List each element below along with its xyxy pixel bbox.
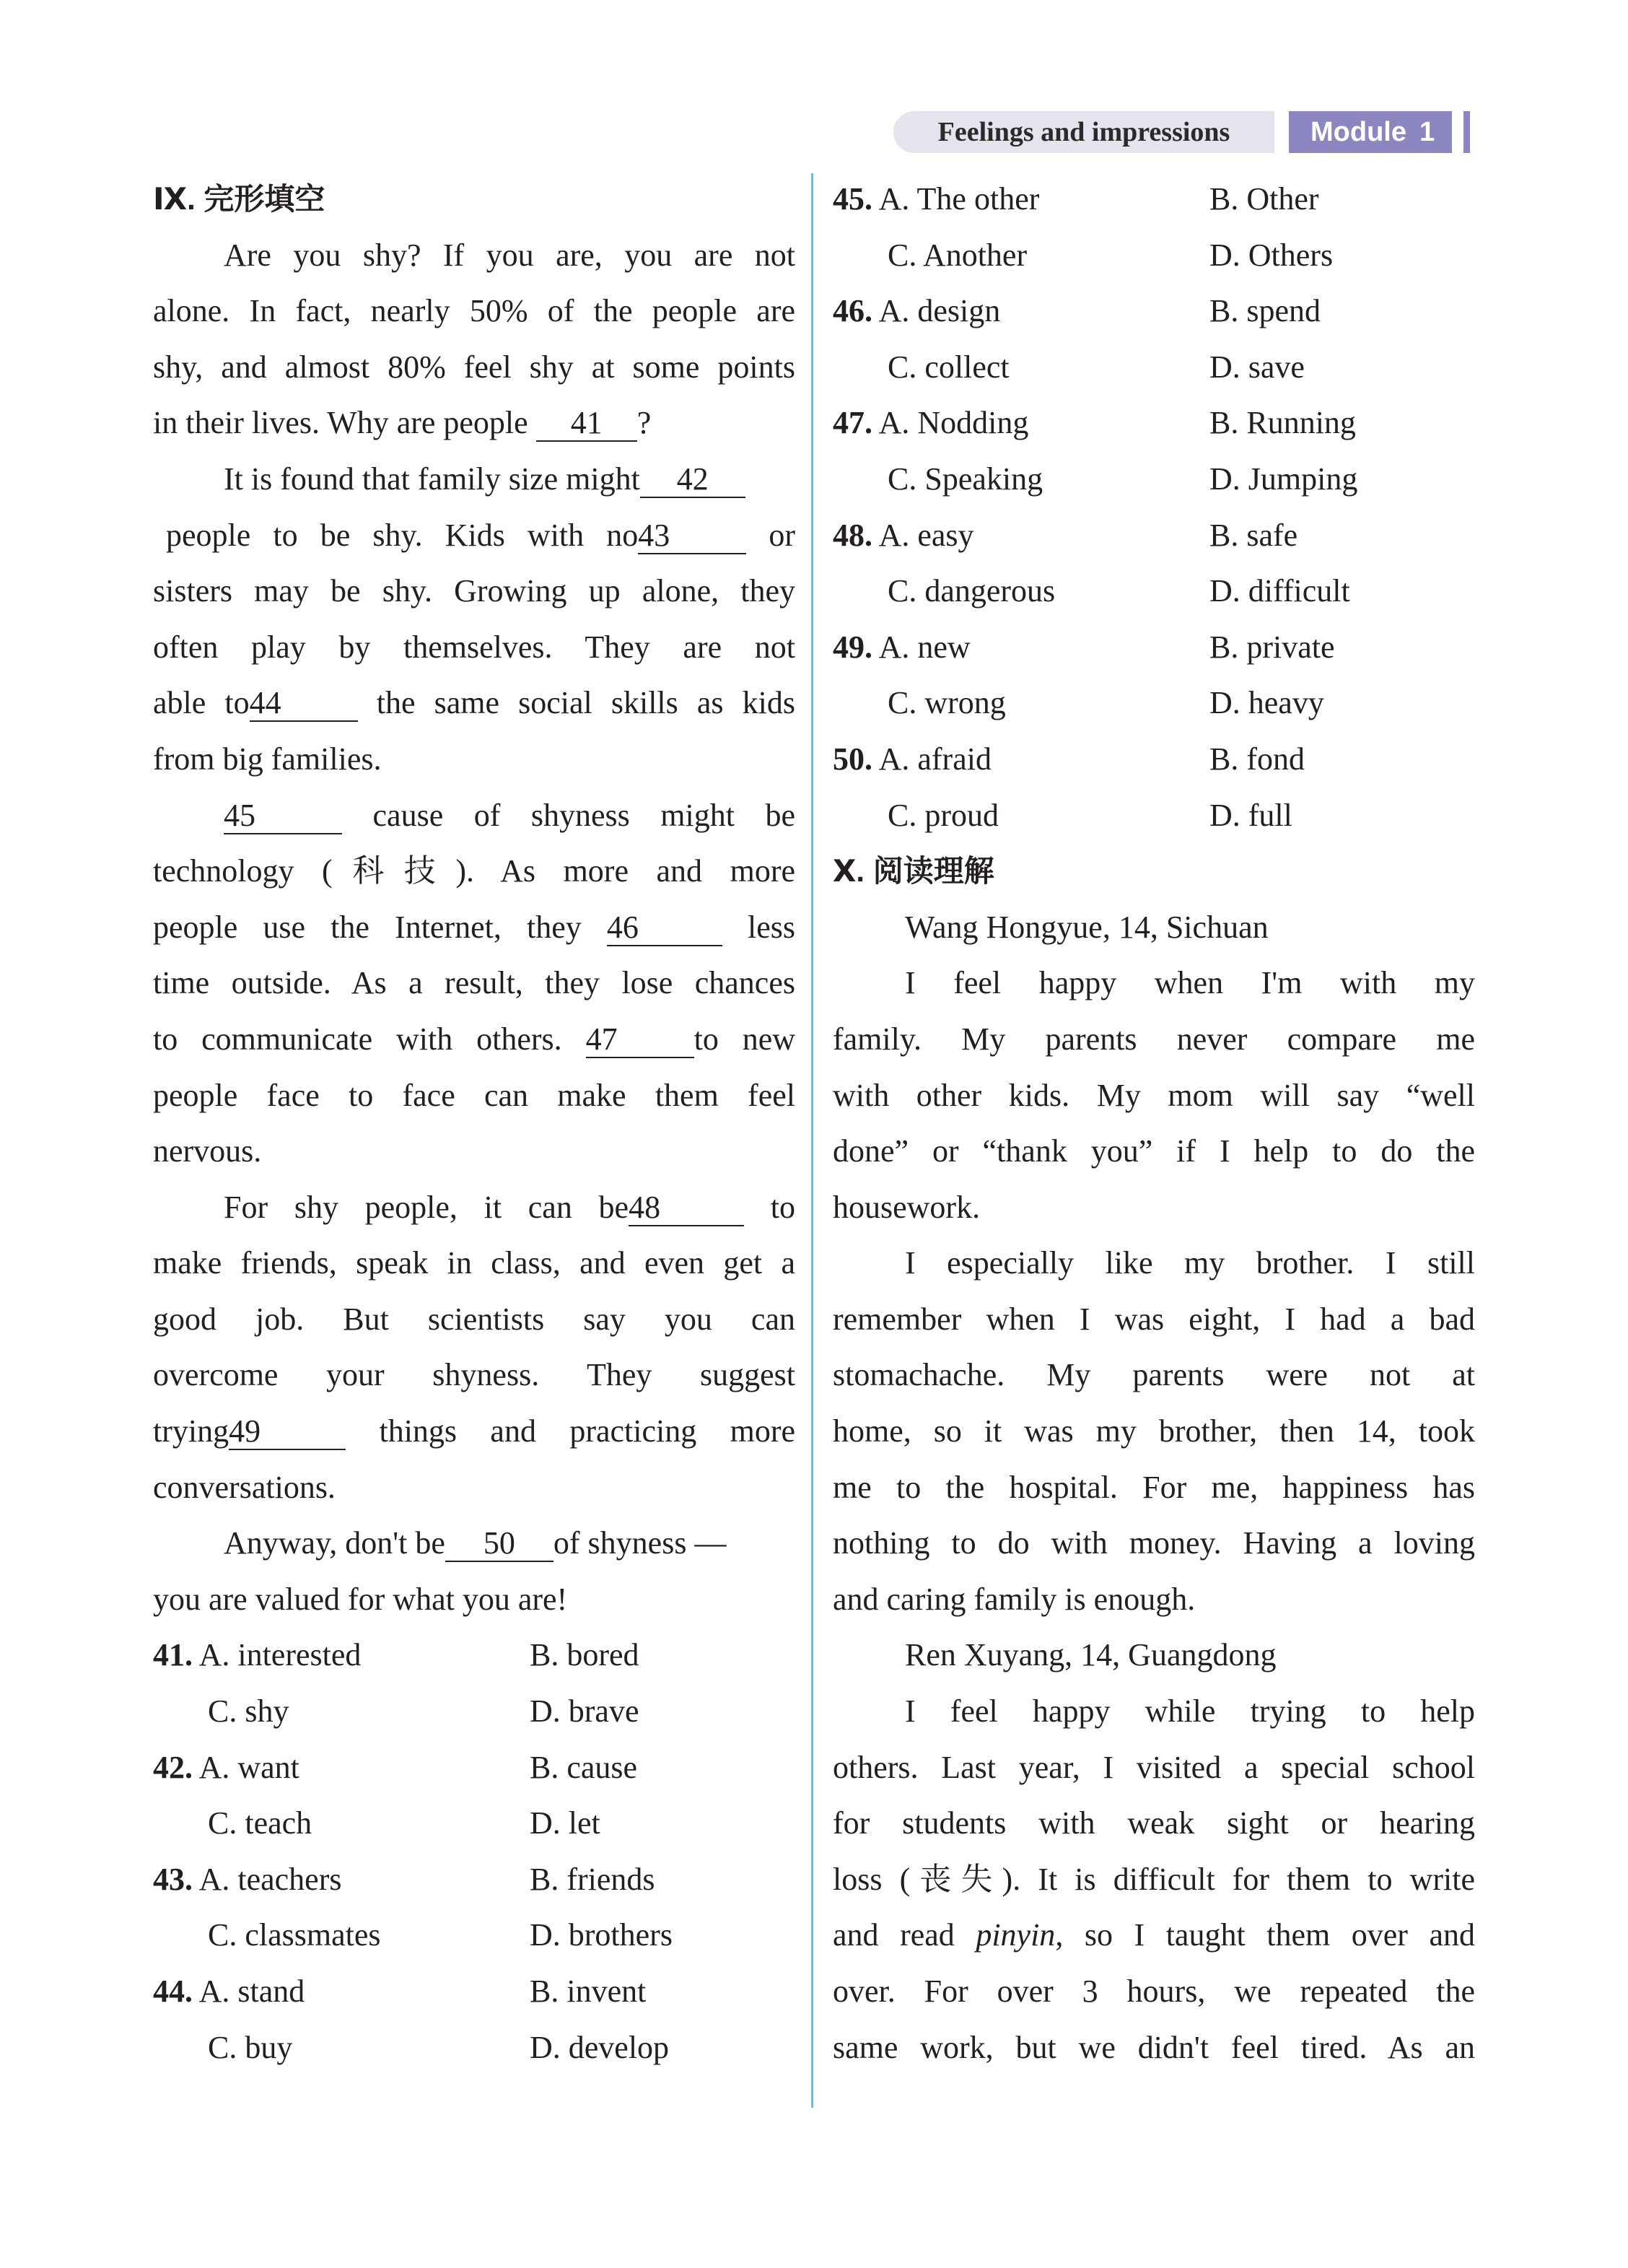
cloze-line [153, 1515, 795, 1571]
option-text: A. Nodding [878, 405, 1029, 441]
option-a[interactable] [153, 1852, 341, 1908]
option-d[interactable]: D. save [1209, 349, 1305, 385]
option-b[interactable]: B. invent [530, 1973, 647, 2009]
right-column [833, 171, 1475, 2075]
question-number: 50. [833, 741, 872, 777]
option-text: A. The other [878, 181, 1040, 217]
option-text: A. teachers [198, 1861, 342, 1897]
reading-line: over. For over 3 hours, we repeated the [833, 1973, 1475, 2009]
option-c[interactable]: C. dangerous [888, 573, 1056, 609]
text: of shyness — [553, 1525, 727, 1561]
question-number: 45. [833, 181, 872, 217]
text: It is found that family size might [224, 461, 640, 497]
cloze-line [153, 1403, 795, 1460]
option-d[interactable]: D. Others [1209, 237, 1334, 273]
cloze-line: good job. But scientists say you can [153, 1301, 795, 1337]
reading-line: for students with weak sight or hearing [833, 1805, 1475, 1841]
option-text: A. new [878, 629, 971, 665]
cloze-line [153, 1011, 795, 1068]
module-label: Module [1310, 117, 1406, 147]
option-d[interactable]: D. heavy [1209, 685, 1324, 721]
option-text: A. afraid [878, 741, 992, 777]
option-d[interactable]: D. develop [530, 2029, 670, 2065]
blank-47: 47 [586, 1022, 694, 1058]
question-number: 49. [833, 629, 872, 665]
cloze-line [153, 675, 795, 731]
question-number: 43. [153, 1861, 193, 1897]
column-divider [811, 173, 813, 2108]
cloze-line [153, 1179, 795, 1236]
text: able to [153, 685, 250, 721]
reading-line: nothing to do with money. Having a loving [833, 1525, 1475, 1561]
blank-48: 48 [629, 1190, 744, 1226]
cloze-line: make friends, speak in class, and even get a [153, 1245, 795, 1281]
reading-line [833, 1907, 1475, 1963]
option-b[interactable]: B. cause [530, 1749, 638, 1785]
text: in their lives. Why are people [153, 405, 536, 441]
option-b[interactable]: B. Other [1209, 181, 1319, 217]
question-49 [833, 619, 1475, 731]
blank-50: 50 [445, 1526, 553, 1562]
module-badge [1289, 111, 1452, 153]
question-number: 42. [153, 1749, 193, 1785]
question-43 [153, 1852, 795, 1963]
question-47 [833, 395, 1475, 507]
option-c[interactable]: C. wrong [888, 685, 1006, 721]
cloze-line: overcome your shyness. They suggest [153, 1357, 795, 1393]
cloze-line: often play by themselves. They are not [153, 629, 795, 665]
option-c[interactable]: C. collect [888, 349, 1010, 385]
reading-line: loss (丧失). It is difficult for them to write [833, 1861, 1475, 1897]
text: trying [153, 1413, 229, 1449]
question-number: 48. [833, 517, 872, 553]
italic-word: pinyin [976, 1917, 1056, 1953]
reading-line: and caring family is enough. [833, 1581, 1196, 1617]
option-d[interactable]: D. brave [530, 1693, 639, 1730]
module-number: 1 [1419, 117, 1435, 147]
reading-line: family. My parents never compare me [833, 1021, 1475, 1057]
reading-line: I especially like my brother. I still [905, 1245, 1475, 1281]
cloze-line [153, 451, 795, 507]
text: and read [833, 1917, 976, 1953]
text: to communicate with others. [153, 1021, 562, 1057]
cloze-line: from big families. [153, 741, 382, 777]
option-b[interactable]: B. fond [1209, 741, 1305, 777]
option-c[interactable]: C. buy [208, 2029, 293, 2065]
option-text: A. design [878, 293, 1001, 329]
cloze-line [153, 395, 795, 451]
question-number: 46. [833, 293, 872, 329]
option-d[interactable]: D. Jumping [1209, 461, 1358, 497]
option-b[interactable]: B. bored [530, 1637, 639, 1673]
text: to new [693, 1021, 796, 1057]
option-c[interactable]: C. teach [208, 1805, 312, 1841]
option-c[interactable]: C. Speaking [888, 461, 1043, 497]
text: Anyway, don't be [224, 1525, 445, 1561]
question-42 [153, 1740, 795, 1852]
reading-section-title: Ⅹ. 阅读理解 [833, 854, 994, 889]
text: cause of shyness might be [372, 797, 796, 833]
blank-45: 45 [224, 798, 342, 834]
reading-line: with other kids. My mom will say “well [833, 1077, 1475, 1113]
cloze-line [153, 507, 795, 564]
option-d[interactable]: D. let [530, 1805, 600, 1841]
question-41 [153, 1627, 795, 1739]
text: things and practicing more [379, 1413, 796, 1449]
reading-line: home, so it was my brother, then 14, took [833, 1413, 1475, 1449]
reading-line: remember when I was eight, I had a bad [833, 1301, 1475, 1337]
text: For shy people, it can be [224, 1189, 629, 1225]
question-44 [153, 1963, 795, 2075]
option-a[interactable] [833, 395, 1028, 451]
blank-42: 42 [640, 462, 745, 498]
blank-49: 49 [229, 1414, 346, 1450]
option-c[interactable]: C. Another [888, 237, 1028, 273]
option-a[interactable] [153, 1740, 299, 1796]
text: or [769, 517, 796, 553]
header-accent-bar [1463, 111, 1470, 153]
question-48 [833, 507, 1475, 619]
option-c[interactable]: C. shy [208, 1693, 289, 1730]
text: less [748, 909, 795, 945]
option-a[interactable] [833, 731, 992, 788]
question-45 [833, 171, 1475, 283]
option-text: A. interested [198, 1637, 362, 1673]
option-text: A. easy [878, 517, 974, 553]
header-title: Feelings and impressions [893, 111, 1274, 153]
option-c[interactable]: C. proud [888, 797, 999, 833]
reading-line: others. Last year, I visited a special school [833, 1749, 1475, 1785]
cloze-section-title: Ⅸ. 完形填空 [153, 182, 325, 216]
option-b[interactable]: B. safe [1209, 517, 1298, 553]
blank-46: 46 [607, 910, 722, 946]
question-46 [833, 283, 1475, 395]
text: people to be shy. Kids with no [166, 517, 639, 553]
reading-line: stomachache. My parents were not at [833, 1357, 1475, 1393]
option-a[interactable] [833, 619, 971, 676]
cloze-line: alone. In fact, nearly 50% of the people are [153, 293, 795, 329]
option-text: A. stand [198, 1973, 305, 2009]
cloze-line: people face to face can make them feel [153, 1077, 795, 1113]
option-a[interactable] [153, 1963, 305, 2020]
cloze-line: Are you shy? If you are, you are not [224, 237, 795, 273]
text: the same social skills as kids [376, 685, 795, 721]
option-b[interactable]: B. Running [1209, 405, 1356, 441]
cloze-line: nervous. [153, 1133, 262, 1169]
question-50 [833, 731, 1475, 843]
option-b[interactable]: B. friends [530, 1861, 655, 1897]
option-d[interactable]: D. difficult [1209, 573, 1350, 609]
blank-43: 43 [638, 518, 746, 554]
cloze-line: conversations. [153, 1469, 336, 1505]
text: to [770, 1189, 795, 1225]
reading-line: housework. [833, 1189, 981, 1225]
option-a[interactable] [833, 283, 1000, 339]
blank-44: 44 [250, 686, 358, 722]
cloze-line: technology (科技). As more and more [153, 853, 795, 889]
text: ? [636, 405, 652, 441]
question-number: 44. [153, 1973, 193, 2009]
cloze-line [153, 788, 795, 844]
text: , so I taught them over and [1055, 1917, 1475, 1953]
reading-line: same work, but we didn't feel tired. As an [833, 2029, 1475, 2065]
option-b[interactable]: B. spend [1209, 293, 1321, 329]
reading-line: I feel happy when I'm with my [905, 965, 1475, 1001]
reading-line: me to the hospital. For me, happiness has [833, 1469, 1475, 1505]
option-b[interactable]: B. private [1209, 629, 1335, 665]
author-name: Ren Xuyang, 14, Guangdong [905, 1637, 1277, 1673]
left-column [153, 171, 795, 2075]
text: people use the Internet, they [153, 909, 582, 945]
option-d[interactable]: D. full [1209, 797, 1292, 833]
reading-line: I feel happy while trying to help [905, 1693, 1475, 1730]
option-a[interactable] [833, 171, 1039, 227]
question-number: 47. [833, 405, 872, 441]
cloze-line [153, 899, 795, 956]
cloze-line: you are valued for what you are! [153, 1581, 568, 1617]
cloze-line: sisters may be shy. Growing up alone, they [153, 573, 795, 609]
option-c[interactable]: C. classmates [208, 1917, 381, 1953]
author-name: Wang Hongyue, 14, Sichuan [905, 909, 1269, 945]
reading-line: done” or “thank you” if I help to do the [833, 1133, 1475, 1169]
option-a[interactable] [833, 507, 974, 564]
option-text: A. want [198, 1749, 299, 1785]
cloze-line: shy, and almost 80% feel shy at some points [153, 349, 795, 385]
blank-41: 41 [536, 406, 637, 442]
option-d[interactable]: D. brothers [530, 1917, 673, 1953]
cloze-line: time outside. As a result, they lose chances [153, 965, 795, 1001]
option-a[interactable] [153, 1627, 361, 1683]
question-number: 41. [153, 1637, 193, 1673]
